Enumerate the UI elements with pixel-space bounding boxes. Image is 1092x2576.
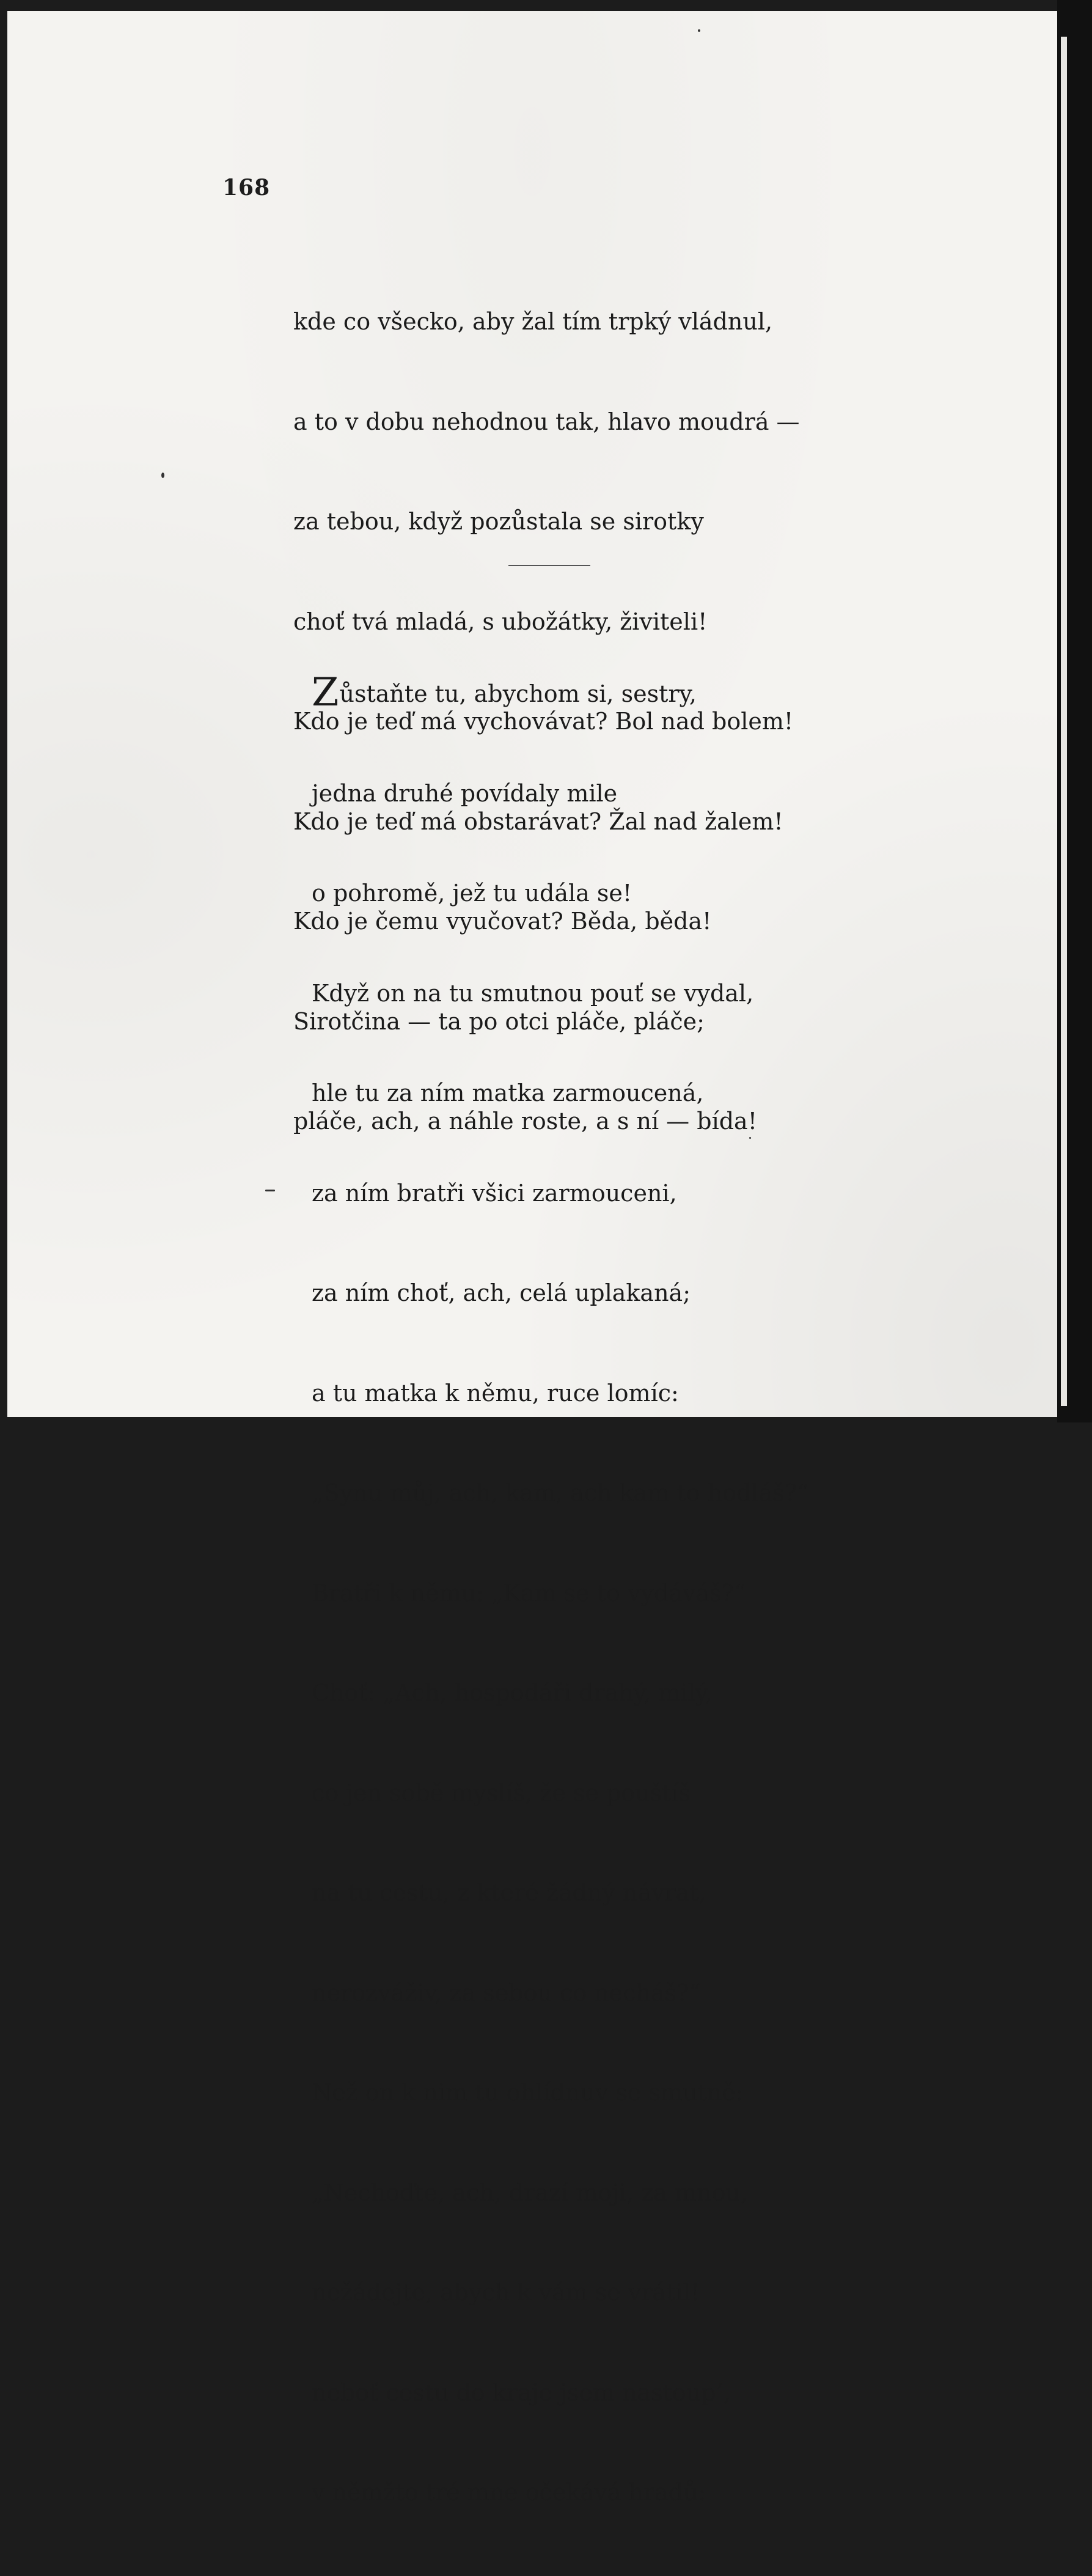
- poem-line: Když on na tu smutnou pouť se vydal,: [312, 979, 754, 1007]
- poem-line: o pohromě, jež tu udála se!: [312, 880, 632, 907]
- poem-line: Než on k nim tu ohlídnuv se smutně:: [312, 2079, 744, 2106]
- poem-first-line: [312, 670, 808, 715]
- poem-line: neboť cestu do kraje jsem nastoup’,: [312, 2379, 731, 2406]
- paper-speck: [265, 1190, 275, 1191]
- poem-line: nežádejte, abych k vám se vrátil!: [312, 2279, 700, 2306]
- paper-speck: [161, 473, 164, 478]
- poem-line: na tu cestu, z které žádný návrat,: [312, 1879, 706, 1906]
- drop-initial: Z: [312, 670, 339, 715]
- section-divider: [508, 565, 590, 566]
- poem-line: co jen sobě myslíš, že se pouštíš: [312, 1779, 691, 1806]
- poem-line: za tebou, když pozůstala se sirotky: [293, 508, 704, 535]
- poem-line: jedna druhé povídaly mile: [312, 779, 618, 807]
- poem-line: choť tvá mladá, s ubožátky, živiteli!: [293, 608, 708, 635]
- poem-line: za ním bratři všici zarmouceni,: [312, 1179, 677, 1207]
- paper-speck: [698, 29, 700, 32]
- poem-stanza-2: [312, 610, 808, 2576]
- poem-line: pláče, ach, a náhle roste, a s ní — bída!: [293, 1108, 757, 1135]
- page-number: 168: [222, 175, 271, 201]
- poem-line: Sirotčina — ta po otci pláče, pláče;: [293, 1007, 705, 1035]
- poem-line: a to v dobu nehodnou tak, hlavo moudrá —: [293, 408, 800, 435]
- poem-line: kde co všecko, aby žal tím trpký vládnul,: [293, 308, 773, 335]
- next-page-edge: [1061, 37, 1067, 1406]
- poem-line: v němžto tré mne očekává hradů:: [312, 2479, 706, 2506]
- paper-speck: [749, 1137, 751, 1139]
- poem-line: „Nechoďte, ach, drazí moji, za mnou,: [312, 2179, 748, 2206]
- poem-line: hle tu za ním matka zarmoucená,: [312, 1080, 704, 1106]
- poem-line: nerozváživ, za sebou co necháš?“: [312, 1979, 701, 2006]
- book-page: [7, 11, 1057, 2506]
- scan-edge: [1057, 0, 1092, 1422]
- poem-line: za ním choť, ach, celá uplakaná;: [312, 1279, 691, 1306]
- poem-line: „Synu můj, ach, kam, ach kam to hodláš?“: [312, 1479, 809, 1506]
- poem-line: Choť: „Ach, hospodáři drahý, milý,: [312, 1679, 713, 1706]
- poem-line: Kdo je teď má obstarávat? Žal nad žalem!: [293, 808, 783, 835]
- poem-line: a tu matka k němu, ruce lomíc:: [312, 1379, 679, 1407]
- poem-line: Kdo je teď má vychovávat? Bol nad bolem!: [293, 708, 794, 735]
- poem-line: Bratři k němu: „Kam se to vydáváš?“: [312, 1579, 746, 1606]
- poem-line: Kdo je čemu vyučovat? Běda, běda!: [293, 908, 712, 935]
- first-line-text: ůstaňte tu, abychom si, sestry,: [339, 680, 697, 707]
